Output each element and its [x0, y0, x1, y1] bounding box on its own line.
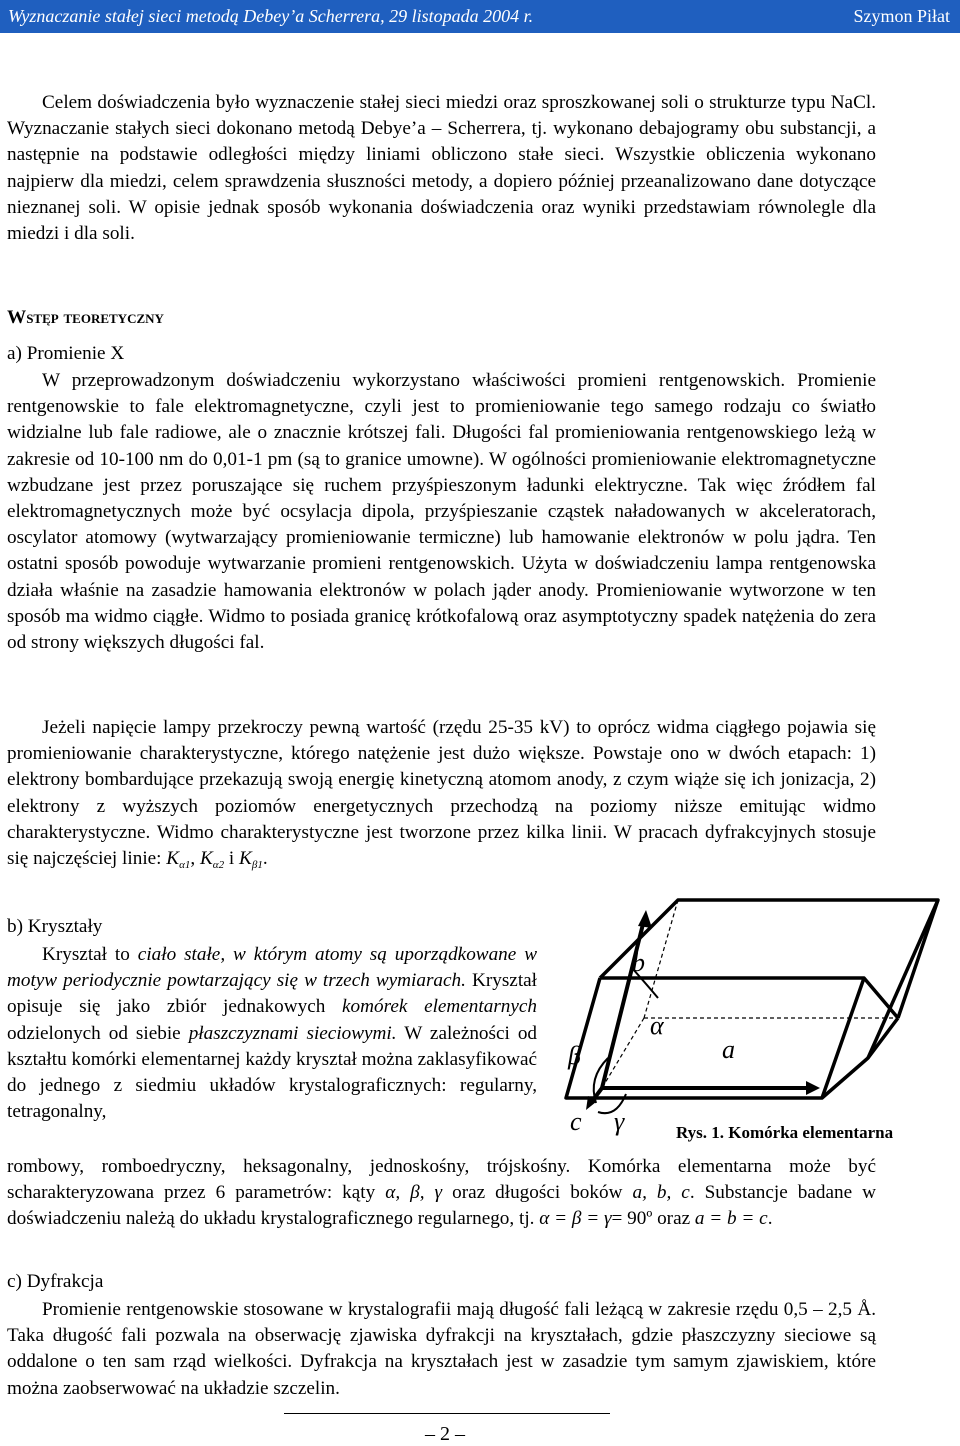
axis-arrows: [590, 920, 812, 1104]
label-beta: β: [568, 1041, 581, 1070]
page-header: [0, 0, 960, 33]
header-author: Szymon Piłat: [853, 6, 950, 26]
label-a: a: [722, 1035, 735, 1064]
section-heading: Wstęp teoretyczny: [7, 307, 164, 328]
footer-rule: [284, 1413, 610, 1414]
hidden-edge-3: [602, 1018, 644, 1088]
label-gamma: γ: [614, 1107, 625, 1136]
label-c: c: [570, 1107, 582, 1136]
line-k-alpha2: $K_{\alpha 2}$: [199, 848, 225, 872]
characteristic-text: Jeżeli napięcie lampy przekroczy pewną wartość (rzędu 25-35 kV) to oprócz widma ciągłego pojawia się promieniowanie charakterystyczne, którego natężenie jest dużo większe. Powstaje ono w dwóch etapach: 1) elektrony bombardujące przekazują swoją energię kinetyczną atomom anody, z czym wiąże się ich jonizacja, 2) elektrony z wyższych poziomów energetycznych przechodzą na poziomy niższe emitując widmo charakterystyczne. Widmo charakterystyczne jest tworzone przez kilka linii. W pracach dyfrakcyjnych stosuje się najczęściej linie:: [7, 717, 876, 870]
header-title: Wyznaczanie stałej sieci metodą Debey’a Scherrera, 29 listopada 2004 r.: [8, 6, 534, 26]
paragraph-diffraction: Promienie rentgenowskie stosowane w krystalografii mają długość fali leżącą w zakresie rzędu 0,5 – 2,5 Å. Taka długość fali pozwala na obserwację zjawiska dyfrakcji na kryształach, gdzie płaszczyzny sieciowe są oddalone o ten sam rząd wielkości. Dyfrakcja na kryształach jest w zasadzie tym samym zjawiskiem, które można zaobserwować na układzie szczelin.: [7, 1299, 876, 1399]
label-b: b: [632, 948, 645, 977]
label-alpha: α: [650, 1011, 664, 1040]
subsection-c-heading: c) Dyfrakcja: [7, 1271, 104, 1292]
subsection-a-heading: a) Promienie X: [7, 343, 125, 364]
unit-cell-figure: [562, 898, 942, 1136]
paragraph-crystals: Kryształ to ciało stałe, w którym atomy są uporządkowane w motyw periodycznie powtarzający się w trzech wymiarach. Kryształ opisuje się jako zbiór jednakowych komórek elementarnych odzielonych od siebie płaszczyznami sieciowymi. W zależności od kształtu komórki elementarnej każdy kryształ można zaklasyfikować do jednego z siedmiu układów krystalograficznych: regularny, tetragonalny,: [7, 944, 538, 1123]
cell-right-back-edge: [868, 900, 938, 1058]
axis-b-arrow: [602, 920, 644, 1088]
subsection-b-heading: b) Kryształy: [7, 916, 103, 937]
intro-paragraph: Celem doświadczenia było wyznaczenie stałej sieci miedzi oraz sproszkowanej soli o strukturze typu NaCl. Wyznaczanie stałych sieci dokonano metodą Debye’a – Scherrera, tj. wykonano debajogramy obu substancji, a następnie na podstawie odległości między liniami obliczono stałe sieci. Wszystkie obliczenia wykonano najpierw dla miedzi, celem sprawdzenia słuszności metody, a dopiero później przeanalizowano dane dotyczące nieznanej soli. W opisie jednak sposób wykonania doświadczenia oraz wyniki przedstawiam równolegle dla miedzi i dla soli.: [7, 92, 876, 245]
page-number: – 2 –: [425, 1423, 465, 1445]
paragraph-x-rays: W przeprowadzonym doświadczeniu wykorzystano właściwości promieni rentgenowskich. Promienie rentgenowskie to fale elektromagnetyczne, czyli jest to promieniowanie tego samego rodzaju co światło widzialne lub fale radiowe, ale o znacznie krótszej fali. Długości fal promieniowania rentgenowskiego leżą w zakresie od 10-100 nm do 0,01-1 pm (są to granice umowne). W ogólności promieniowanie elektromagnetyczne wzbudzane jest przez poruszające się ruchem przyśpieszonym ładunki elektryczne. Tak więc źródłem fal elektromagnetycznych może być ocsylacja dipola, przyśpieszanie cząstek naładowanych w akceleratorach, oscylator atomowy (wytwarzający promieniowanie termiczne) lub hamowanie elektronów w polu jądra. Ten ostatni sposób powoduje wytwarzanie promieni rentgenowskich. Użyta w doświadczeniu lampa rentgenowska działa właśnie na zasadzie hamowania elektronów w polach jąder anody. Promieniowanie wytworzone w ten sposób ma widmo ciągłe. Widmo to posiada granicę krótkofalową oraz asymptotyczny spadek natężenia do zera od strony większych długości fal.: [7, 370, 876, 654]
line-k-alpha1: $K_{\alpha 1}$: [166, 848, 191, 872]
arrow-head-b: [638, 910, 652, 928]
arrow-head-a: [806, 1081, 820, 1095]
figure-caption: Rys. 1. Komórka elementarna: [676, 1123, 894, 1142]
paragraph-characteristic: Jeżeli napięcie lampy przekroczy pewną wartość (rzędu 25-35 kV) to oprócz widma ciągłego pojawia się promieniowanie charakterystyczne, którego natężenie jest dużo większe. Powstaje ono w dwóch etapach: 1) elektrony bombardujące przekazują swoją energię kinetyczną atomom anody, z czym wiąże się ich jonizacja, 2) elektrony z wyższych poziomów energetycznych przechodzą na poziomy niższe emitując widmo charakterystyczne. Widmo charakterystyczne jest tworzone przez kilka linii. W pracach dyfrakcyjnych stosuje się najczęściej linie: $K_{\alpha 1}$, $K_{\alpha 2}$ i $K_{\beta 1}$.: [7, 717, 876, 872]
line-k-beta1: $K_{\beta 1}$: [239, 848, 263, 872]
cell-top-edges: [600, 900, 938, 1018]
paragraph-crystals-continued: rombowy, romboedryczny, heksagonalny, jednoskośny, trójskośny. Komórka elementarna może być scharakteryzowana przez 6 parametrów: kąty α, β, γ oraz długości boków a, b, c. Substancje badane w doświadczeniu należą do układu krystalograficznego regularnego, tj. α = β = γ= 90º oraz a = b = c.: [7, 1156, 876, 1230]
